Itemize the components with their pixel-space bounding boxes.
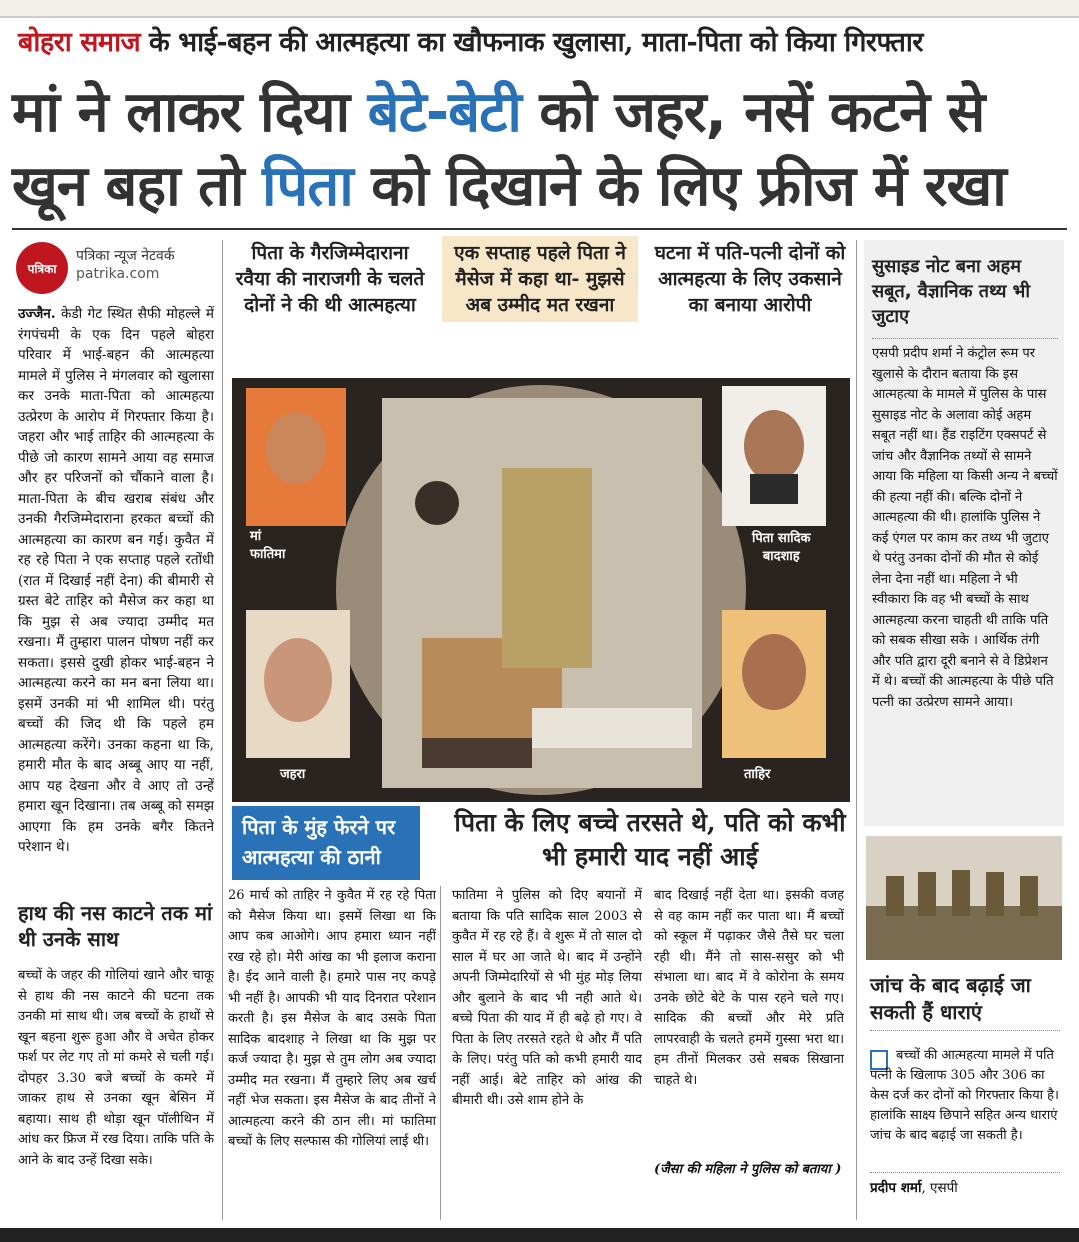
headline-rule [12,228,1067,230]
bottom-edge [0,1228,1079,1242]
box-fathers-attitude: पिता के गैरजिम्मेदाराना रवैया की नाराजगी के चलते दोनों ने की थी आत्महत्या [235,242,425,316]
headline-part: खून बहा तो [12,154,263,219]
dateline: उज्जैन. [18,306,56,322]
caption-mother: मां फातिमा [250,529,286,562]
box-week-message: एक सप्ताह पहले पिता ने मैसेज में कहा था- मुझसे अब उम्मीद मत रखना [442,236,638,322]
headline-part: मां ने लाकर दिया [12,80,368,145]
column-divider [440,886,441,1220]
col2-body: 26 मार्च को ताहिर ने कुवैत में रह रहे पिता को मैसेज किया था। इसमें लिखा था कि आप कब आओगे। आप हमारा ध्यान नहीं रख रहे हो। मेरी आंख का भी इलाज कराना है। ईद आने वाली है। हमारे पास नए कपड़े भी नहीं है। आपकी भी याद दिनरात परेशान करती है। इस मैसेज के बाद उसके पिता सादिक बादशाह ने लिखा था कि मुझ पर कर्ज ज्यादा है। मुझ से तुम लोग अब ज्यादा उम्मीद मत रखना। मैं तुम्हारे लिए अब खर्च नहीं भेज सकता। इस मैसेज के बाद तीनों ने आत्महत्या करने की ठान ली। मां फातिमा बच्चों के लिए सल्फास की गोलियां लाई थी। [228,888,436,1149]
mother-portrait [246,388,346,526]
top-cutoff-strip [0,0,1079,18]
headline-line-2 [12,156,1067,218]
police-team-photo [866,836,1062,960]
kicker-rest: के भाई-बहन की आत्महत्या का खौफनाक खुलासा, माता-पिता को किया गिरफ्तार [140,27,923,58]
byline-network: पत्रिका न्यूज नेटवर्क [76,248,175,264]
headline-part: को दिखाने के लिए फ्रीज में रखा [352,154,1006,219]
credit-name: प्रदीप शर्मा [870,1180,922,1196]
headline-line-1 [12,82,1067,144]
col3-head: पिता के लिए बच्चे तरसते थे, पति को कभी भी हमारी याद नहीं आई [454,808,846,871]
sp-credit [870,1178,958,1196]
col1-subhead: हाथ की नस काटने तक मां थी उनके साथ [18,901,213,951]
sidebar-head2: जांच के बाद बढ़ाई जा सकती हैं धाराएं [870,973,1031,1024]
sidebar-rule-3 [870,1172,1060,1173]
caption-tahir: ताहिर [744,767,771,782]
col1-body [18,304,214,896]
col1-para1: केडी गेट स्थित सैफी मोहल्ले में रंगपंचमी के एक दिन पहले बोहरा परिवार में भाई-बहन की आत्महत्या मामले में पुलिस ने मंगलवार को खुलासा कर उनके माता-पिता को आत्महत्या उत्प्रेरण के आरोप में गिरफ्तार किया है। जहरा और भाई ताहिर की आत्महत्या के पीछे जो कारण सामने आया वह समाज और हर परिजनों को चौंकाने वाला है। माता-पिता के बीच खराब संबंध और उनकी गैरजिम्मेदाराना हरकत बच्चों की आत्महत्या का कारण बन गई। कुवैत में रह रहे पिता ने एक सप्ताह पहले रतोंधी (रात में दिखाई नहीं देना) की बीमारी से ग्रस्त बेटे ताहिर को मैसेज कर कहा था कि मुझ से अब ज्यादा उम्मीद मत रखना। मैं तुम्हारा पालन पोषण नहीं कर सकता। इससे दुखी होकर भाई-बहन ने आत्महत्या करने का मन बना लिया था। इसमें उनकी मां भी शामिल थी। परंतु बच्चों की जिद थी कि पहले हम आत्महत्या करेंगे। उनका कहना था कि, हमारी मौत के बाद अब्बू आए या नहीं, आप यह देखना और वे आए तो उन्हें हमारा खून दिखाना। तब अब्बू को समझ आएगा कि हम उनके बगैर कितने परेशान थे। [18,306,214,855]
headline-highlight: बेटे-बेटी [367,80,521,145]
box-accused: घटना में पति-पत्नी दोनों को आत्महत्या के लिए उकसाने का बनाया आरोपी [654,242,846,316]
col3-body-a: फातिमा ने पुलिस को दिए बयानों में बताया कि पति सादिक साल 2003 से कुवैत में रह रहे हैं। वे शुरू में तो साल दो साल में घर आ जाते थे। बाद में उन्होंने अपनी जिम्मेदारियों से भी मुंह मोड़ लिया और बुलाने के बाद भी नही आते थे। बच्चे पिता की याद में ही बढ़े हो गए। वे पिता के लिए तरसते रहते थे और मैं पति के लिए। परंतु पति को कभी हमारी याद नहीं आई। बेटे ताहिर को आंख की बीमारी थी। उसे शाम होने के [452,888,642,1108]
sidebar-head: सुसाइड नोट बना अहम सबूत, वैज्ञानिक तथ्य भी जुटाए [872,256,1030,327]
headline-highlight: पिता [262,154,353,219]
caption-zahra: जहरा [280,767,306,782]
column-divider [856,240,857,1220]
column-divider [222,240,223,1220]
sidebar-rule [872,338,1058,339]
sidebar-rule-2 [870,1030,1060,1031]
tahir-portrait [722,610,826,758]
col1-para2: बच्चों के जहर की गोलियां खाने और चाकू से हाथ की नस काटने की घटना तक उनकी मां साथ थी। जब बच्चों के हाथों से खून बहना शुरू हुआ और वे अचेत होकर फर्श पर लेट गए तो मां कमरे से चली गई। दोपहर 3.30 बजे बच्चों के कमरे में जाकर हाथ से उनका खून बेसिन में बहाया। साथ ही थोड़ा खून पॉलीथिन में आंध कर फ्रिज में रख दिया। ताकि पति के आने के बाद उन्हें दिखा सके। [18,968,214,1168]
kicker-line [18,22,1063,59]
caption-father: पिता सादिक बादशाह [752,531,811,564]
col2-head: पिता के मुंह फेरने पर आत्महत्या की ठानी [232,806,420,880]
photo-collage [232,378,850,802]
sidebar-body2: बच्चों की आत्महत्या मामले में पति पत्नी के खिलाफ 305 और 306 का केस दर्ज कर दोनों को गिरफ्तार किया है। हालांकि साक्ष्य छिपाने सहित अन्य धाराएं जांच के बाद बढ़ाई जा सकती है। [870,1048,1059,1143]
patrika-logo: पत्रिका [16,242,68,294]
father-portrait [722,386,826,526]
byline-site: patrika.com [76,266,160,282]
headline-part: को जहर, नसें कटने से [520,80,985,145]
zahra-portrait [246,610,350,758]
kicker-highlight: बोहरा समाज [18,27,141,58]
col3-body-b: बाद दिखाई नहीं देता था। इसकी वजह से वह काम नहीं कर पाता था। मैं बच्चों को स्कूल में पढ़ाकर जैसे तैसे घर चला रही थी। मैंने तो सास-ससुर को भी संभाला था। बाद में वे कोरोना के समय उनके छोटे बेटे के पास रहने चले गए। सादिक की बच्चों और मेरे प्रति लापरवाही के चलते हममें गुस्सा भरा था। हम तीनों मिलकर उसे सबक सिखाना चाहते थे। [654,888,844,1088]
credit-role: , एसपी [921,1180,958,1196]
sidebar-body: एसपी प्रदीप शर्मा ने कंट्रोल रूम पर खुलासे के दौरान बताया कि इस आत्महत्या के मामले में पुलिस के पास सुसाइड नोट के अलावा कोई अहम सबूत नहीं था। हैंड राइटिंग एक्सपर्ट से जांच और वैज्ञानिक तथ्यों से सामने आया कि महिला या किसी अन्य ने बच्चों की हत्या नहीं की। बल्कि दोनों ने आत्महत्या की थी। हालांकि पुलिस ने कई एंगल पर काम कर तथ्य भी जुटाए थे परंतु उनका दोनों की मौत से कोई लेना देना नहीं था। महिला ने भी स्वीकारा कि वह भी बच्चों के साथ आत्महत्या करना चाहती थी ताकि पति को सबक सीखा सके । आर्थिक तंगी और पति द्वारा दूरी बनाने से वे डिप्रेशन में थे। बच्चों की आत्महत्या के पीछे पति पत्नी का उत्प्रेरण सामने आया। [872,346,1058,710]
col3-quote: (जैसा की महिला ने पुलिस को बताया ) [654,1162,842,1177]
